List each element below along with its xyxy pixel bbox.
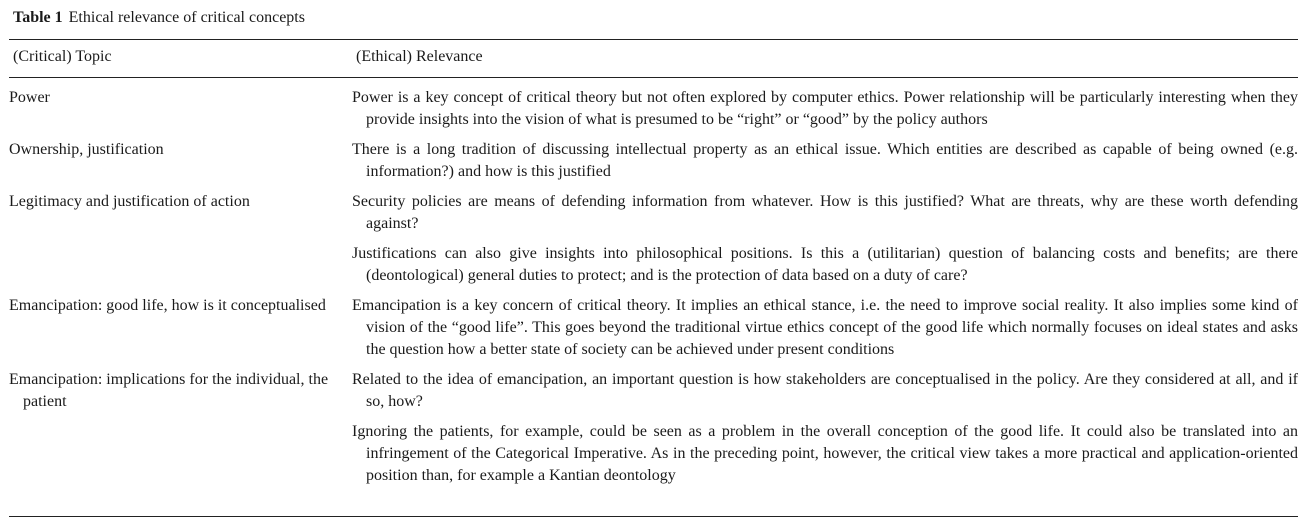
row-topic: Legitimacy and justification of action (9, 193, 250, 210)
row-relevance: Security policies are means of defending information from whatever. How is this justified? What are threats, why are these worth defending against? (352, 193, 1298, 232)
table-label: Table 1 (13, 9, 63, 26)
table-header-rule (9, 77, 1298, 78)
table-body (9, 87, 1298, 495)
row-relevance: Ignoring the patients, for example, could be seen as a problem in the overall conception of the good life. It could also be translated into an infringement of the Categorical Imperative. As in the preceding point, however, the critical view takes a more practical and application-oriented position than, for example a Kantian deontology (352, 423, 1298, 484)
row-relevance: Emancipation is a key concern of critical theory. It implies an ethical stance, i.e. the need to improve social reality. It also implies some kind of vision of the “good life”. This goes beyond the traditional virtue ethics concept of the good life which normally focuses on ideal states and asks the question how a better state of society can be achieved under present conditions (352, 297, 1298, 358)
table-caption (13, 7, 305, 29)
table-row (9, 295, 1298, 369)
row-topic: Ownership, justification (9, 141, 164, 158)
row-relevance: Related to the idea of emancipation, an important question is how stakeholders are conceptualised in the policy. Are they considered at all, and if so, how? (352, 371, 1298, 410)
table-row (9, 87, 1298, 139)
table-top-rule (9, 39, 1298, 40)
column-header-topic: (Critical) Topic (13, 48, 112, 65)
table-bottom-rule (9, 516, 1298, 517)
row-relevance: There is a long tradition of discussing intellectual property as an ethical issue. Which entities are described as capable of being owned (e.g. information?) and how is this justified (352, 141, 1298, 180)
table-row (9, 191, 1298, 295)
row-topic: Power (9, 89, 50, 106)
column-header-relevance: (Ethical) Relevance (356, 48, 483, 65)
row-relevance: Power is a key concept of critical theory but not often explored by computer ethics. Power relationship will be particularly interesting when they provide insights into the vision of what is presumed to be “right” or “good” by the policy authors (352, 89, 1298, 128)
row-relevance: Justifications can also give insights into philosophical positions. Is this a (utilitarian) question of balancing costs and benefits; are there (deontological) general duties to protect; and is the protection of data based on a duty of care? (352, 245, 1298, 284)
table-title: Ethical relevance of critical concepts (68, 9, 305, 26)
table-row (9, 369, 1298, 495)
row-topic: Emancipation: implications for the individual, the patient (9, 371, 329, 410)
table-row (9, 139, 1298, 191)
row-topic: Emancipation: good life, how is it conceptualised (9, 297, 326, 314)
